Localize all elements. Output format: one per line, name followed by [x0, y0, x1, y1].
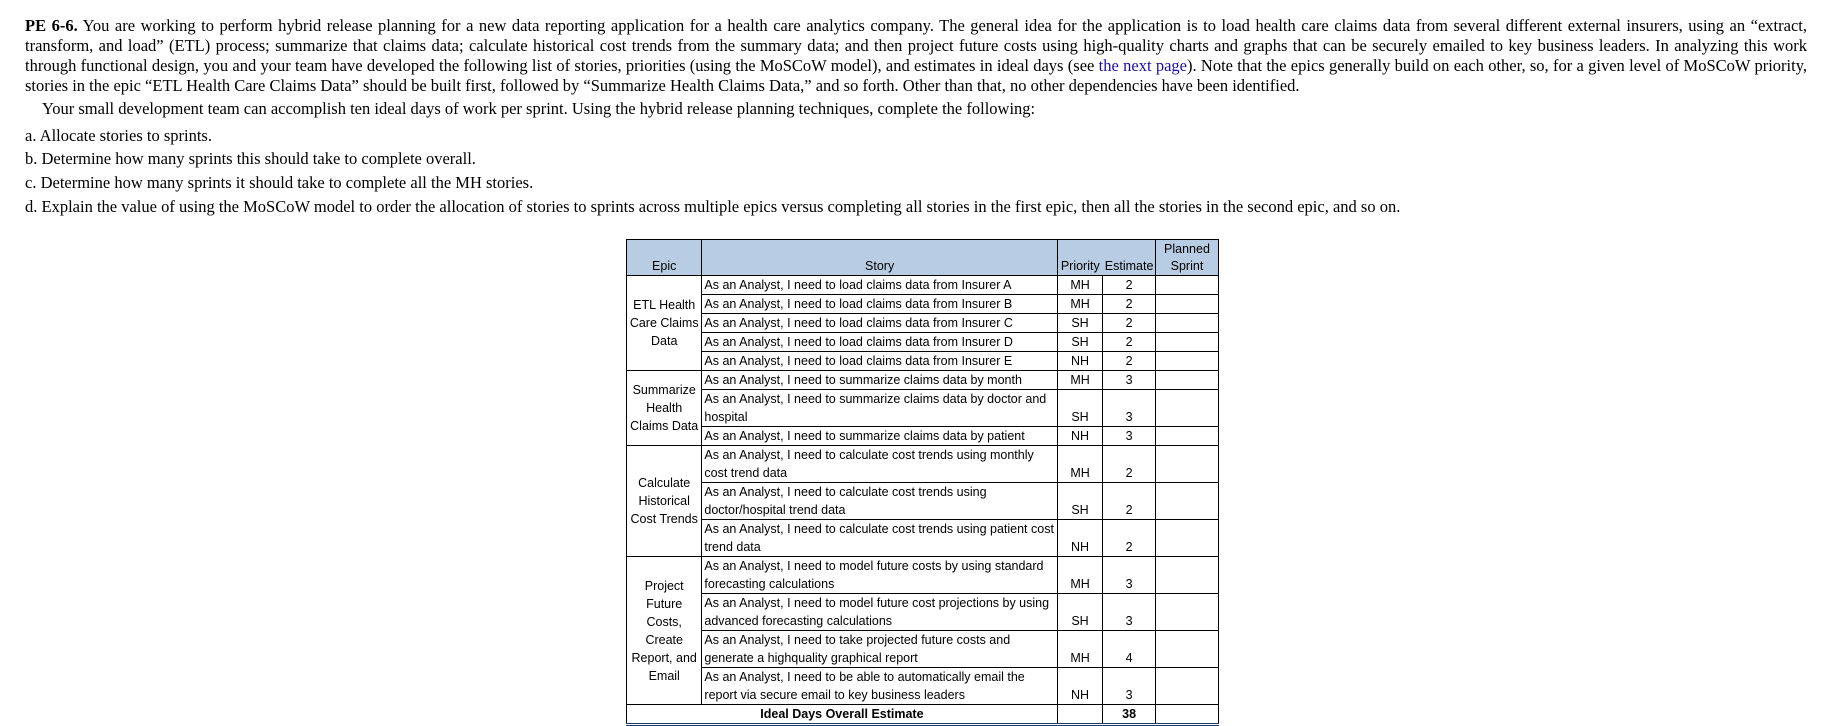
- estimate-cell: 3: [1103, 594, 1156, 631]
- priority-cell: MH: [1057, 446, 1102, 483]
- planned-sprint-cell[interactable]: [1155, 295, 1218, 314]
- total-priority-empty: [1057, 705, 1102, 725]
- header-estimate: Estimate: [1103, 240, 1156, 276]
- planned-sprint-cell[interactable]: [1155, 314, 1218, 333]
- story-cell: As an Analyst, I need to summarize claims data by doctor and hospital: [702, 390, 1057, 427]
- priority-cell: NH: [1057, 352, 1102, 371]
- problem-intro: [25, 16, 1807, 96]
- planned-sprint-cell[interactable]: [1155, 631, 1218, 668]
- estimate-cell: 2: [1103, 352, 1156, 371]
- planned-sprint-cell[interactable]: [1155, 483, 1218, 520]
- epic-etl: ETL Health Care Claims Data: [627, 276, 702, 371]
- estimate-cell: 3: [1103, 668, 1156, 705]
- header-planned-line2: Sprint: [1170, 259, 1204, 273]
- planned-sprint-cell[interactable]: [1155, 427, 1218, 446]
- question-b: b. Determine how many sprints this should take to complete overall.: [25, 149, 476, 168]
- planned-sprint-cell[interactable]: [1155, 557, 1218, 594]
- table-row: [627, 631, 1219, 668]
- table-row: [627, 483, 1219, 520]
- estimate-cell: 3: [1103, 427, 1156, 446]
- header-priority: Priority: [1057, 240, 1102, 276]
- priority-cell: MH: [1057, 631, 1102, 668]
- priority-cell: MH: [1057, 276, 1102, 295]
- priority-cell: NH: [1057, 427, 1102, 446]
- planned-sprint-cell[interactable]: [1155, 371, 1218, 390]
- priority-cell: NH: [1057, 520, 1102, 557]
- story-cell: As an Analyst, I need to load claims data from Insurer B: [702, 295, 1057, 314]
- intro-text-part1: You are working to perform hybrid release planning for a new data reporting application for a health care analytics company. The general idea for the application is to load health care claims data from several different external insurers, using an “extract, transform, and load” (ETL) process; summarize that claims data; calculate historical cost trends from the summary data; and then project future costs using high-quality charts and graphs that can be securely emailed to key business leaders. In analyzing this work through functional design, you and your team have developed the following list of stories, priorities (using the MoSCoW model), and estimates in ideal days (see: [25, 16, 1807, 75]
- table-row: [627, 427, 1219, 446]
- table-row: [627, 390, 1219, 427]
- priority-cell: SH: [1057, 314, 1102, 333]
- problem-number: PE 6-6.: [25, 16, 78, 35]
- priority-cell: MH: [1057, 557, 1102, 594]
- planned-sprint-cell[interactable]: [1155, 668, 1218, 705]
- planned-sprint-cell[interactable]: [1155, 446, 1218, 483]
- story-cell: As an Analyst, I need to summarize claims data by patient: [702, 427, 1057, 446]
- planned-sprint-cell[interactable]: [1155, 390, 1218, 427]
- story-table: [626, 239, 1219, 726]
- planned-sprint-cell[interactable]: [1155, 276, 1218, 295]
- table-row: [627, 668, 1219, 705]
- planned-sprint-cell[interactable]: [1155, 333, 1218, 352]
- planned-sprint-cell[interactable]: [1155, 352, 1218, 371]
- story-cell: As an Analyst, I need to load claims data from Insurer E: [702, 352, 1057, 371]
- total-estimate: 38: [1103, 705, 1156, 725]
- table-row: [627, 557, 1219, 594]
- priority-cell: SH: [1057, 594, 1102, 631]
- story-cell: As an Analyst, I need to take projected future costs and generate a highquality graphical report: [702, 631, 1057, 668]
- header-epic: Epic: [627, 240, 702, 276]
- priority-cell: SH: [1057, 483, 1102, 520]
- estimate-cell: 2: [1103, 446, 1156, 483]
- table-row: [627, 520, 1219, 557]
- table-row: [627, 371, 1219, 390]
- story-cell: As an Analyst, I need to be able to automatically email the report via secure email to key business leaders: [702, 668, 1057, 705]
- total-sprint-empty: [1155, 705, 1218, 725]
- total-row: [627, 705, 1219, 725]
- priority-cell: SH: [1057, 390, 1102, 427]
- epic-project: Project Future Costs, Create Report, and Email: [627, 557, 702, 705]
- planned-sprint-cell[interactable]: [1155, 520, 1218, 557]
- table-row: [627, 295, 1219, 314]
- table-row: [627, 314, 1219, 333]
- header-planned-sprint: [1155, 240, 1218, 276]
- header-planned-line1: Planned: [1164, 242, 1210, 256]
- story-cell: As an Analyst, I need to load claims data from Insurer D: [702, 333, 1057, 352]
- intro-text-part2: ). Note that the epics generally build on each other, so, for a given level of MoSCoW priority, stories in the epic “ETL Health Care Claims Data” should be built first, followed by “Summarize Health Claims Data,” and so forth. Other than that, no other dependencies have been identified.: [25, 56, 1808, 95]
- total-label: Ideal Days Overall Estimate: [627, 705, 1058, 725]
- estimate-cell: 2: [1103, 483, 1156, 520]
- estimate-cell: 3: [1103, 371, 1156, 390]
- table-row: [627, 333, 1219, 352]
- story-cell: As an Analyst, I need to calculate cost trends using patient cost trend data: [702, 520, 1057, 557]
- epic-summarize: Summarize Health Claims Data: [627, 371, 702, 446]
- story-cell: As an Analyst, I need to summarize claims data by month: [702, 371, 1057, 390]
- estimate-cell: 2: [1103, 520, 1156, 557]
- estimate-cell: 4: [1103, 631, 1156, 668]
- table-row: [627, 352, 1219, 371]
- estimate-cell: 3: [1103, 390, 1156, 427]
- next-page-link[interactable]: the next page: [1098, 56, 1187, 75]
- table-row: [627, 594, 1219, 631]
- table-row: [627, 446, 1219, 483]
- story-cell: As an Analyst, I need to load claims data from Insurer A: [702, 276, 1057, 295]
- priority-cell: MH: [1057, 371, 1102, 390]
- estimate-cell: 2: [1103, 333, 1156, 352]
- story-cell: As an Analyst, I need to calculate cost trends using monthly cost trend data: [702, 446, 1057, 483]
- planned-sprint-cell[interactable]: [1155, 594, 1218, 631]
- epic-calculate: Calculate Historical Cost Trends: [627, 446, 702, 557]
- estimate-cell: 3: [1103, 557, 1156, 594]
- question-c: c. Determine how many sprints it should take to complete all the MH stories.: [25, 173, 534, 192]
- story-cell: As an Analyst, I need to model future costs by using standard forecasting calculations: [702, 557, 1057, 594]
- header-story: Story: [702, 240, 1057, 276]
- priority-cell: MH: [1057, 295, 1102, 314]
- estimate-cell: 2: [1103, 314, 1156, 333]
- estimate-cell: 2: [1103, 276, 1156, 295]
- story-cell: As an Analyst, I need to calculate cost trends using doctor/hospital trend data: [702, 483, 1057, 520]
- question-a: a. Allocate stories to sprints.: [25, 126, 212, 145]
- team-capacity-paragraph: Your small development team can accomplish ten ideal days of work per sprint. Using the hybrid release planning techniques, complete the following:: [42, 99, 1036, 118]
- priority-cell: NH: [1057, 668, 1102, 705]
- question-d: d. Explain the value of using the MoSCoW model to order the allocation of stories to sprints across multiple epics versus completing all stories in the first epic, then all the stories in the second epic, and so on.: [25, 197, 1401, 216]
- story-cell: As an Analyst, I need to load claims data from Insurer C: [702, 314, 1057, 333]
- story-cell: As an Analyst, I need to model future cost projections by using advanced forecasting calculations: [702, 594, 1057, 631]
- table-row: [627, 276, 1219, 295]
- priority-cell: SH: [1057, 333, 1102, 352]
- estimate-cell: 2: [1103, 295, 1156, 314]
